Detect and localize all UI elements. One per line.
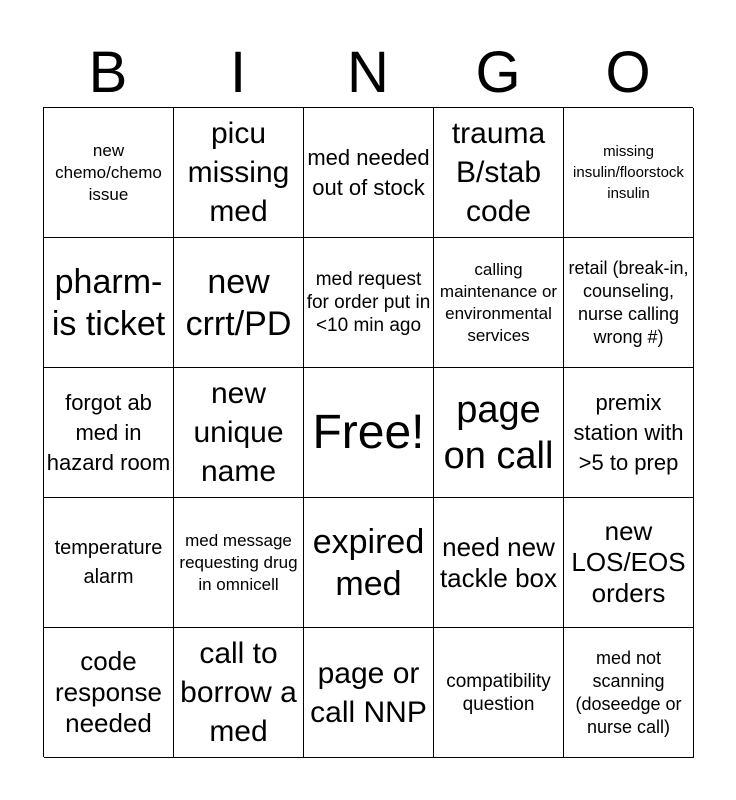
header-letter-n: N	[347, 40, 389, 105]
bingo-header	[43, 40, 693, 106]
bingo-card	[43, 107, 693, 757]
bingo-cell[interactable]: forgot ab med in hazard room	[44, 368, 174, 498]
bingo-cell[interactable]: call to borrow a med	[174, 628, 304, 758]
header-letter-g: G	[475, 40, 521, 105]
bingo-cell[interactable]: retail (break-in, counseling, nurse calling wrong #)	[564, 238, 694, 368]
bingo-cell[interactable]: picu missing med	[174, 108, 304, 238]
bingo-cell[interactable]: pharm-is ticket	[44, 238, 174, 368]
bingo-cell[interactable]: med needed out of stock	[304, 108, 434, 238]
bingo-cell[interactable]: med request for order put in <10 min ago	[304, 238, 434, 368]
bingo-cell[interactable]: trauma B/stab code	[434, 108, 564, 238]
bingo-cell[interactable]: expired med	[304, 498, 434, 628]
header-letter-i: I	[229, 40, 247, 105]
bingo-cell[interactable]: new LOS/EOS orders	[564, 498, 694, 628]
bingo-cell[interactable]: code response needed	[44, 628, 174, 758]
bingo-cell[interactable]: new crrt/PD	[174, 238, 304, 368]
bingo-cell[interactable]: page on call	[434, 368, 564, 498]
bingo-cell[interactable]: need new tackle box	[434, 498, 564, 628]
bingo-cell[interactable]: premix station with >5 to prep	[564, 368, 694, 498]
bingo-cell[interactable]: new chemo/chemo issue	[44, 108, 174, 238]
bingo-cell[interactable]: med message requesting drug in omnicell	[174, 498, 304, 628]
bingo-cell[interactable]: page or call NNP	[304, 628, 434, 758]
free-space[interactable]: Free!	[304, 368, 434, 498]
bingo-cell[interactable]: missing insulin/floorstock insulin	[564, 108, 694, 238]
header-letter-o: O	[605, 40, 651, 105]
bingo-cell[interactable]: med not scanning (doseedge or nurse call)	[564, 628, 694, 758]
header-letter-b: B	[88, 40, 128, 105]
bingo-cell[interactable]: temperature alarm	[44, 498, 174, 628]
bingo-cell[interactable]: calling maintenance or environmental services	[434, 238, 564, 368]
bingo-cell[interactable]: new unique name	[174, 368, 304, 498]
bingo-cell[interactable]: compatibility question	[434, 628, 564, 758]
